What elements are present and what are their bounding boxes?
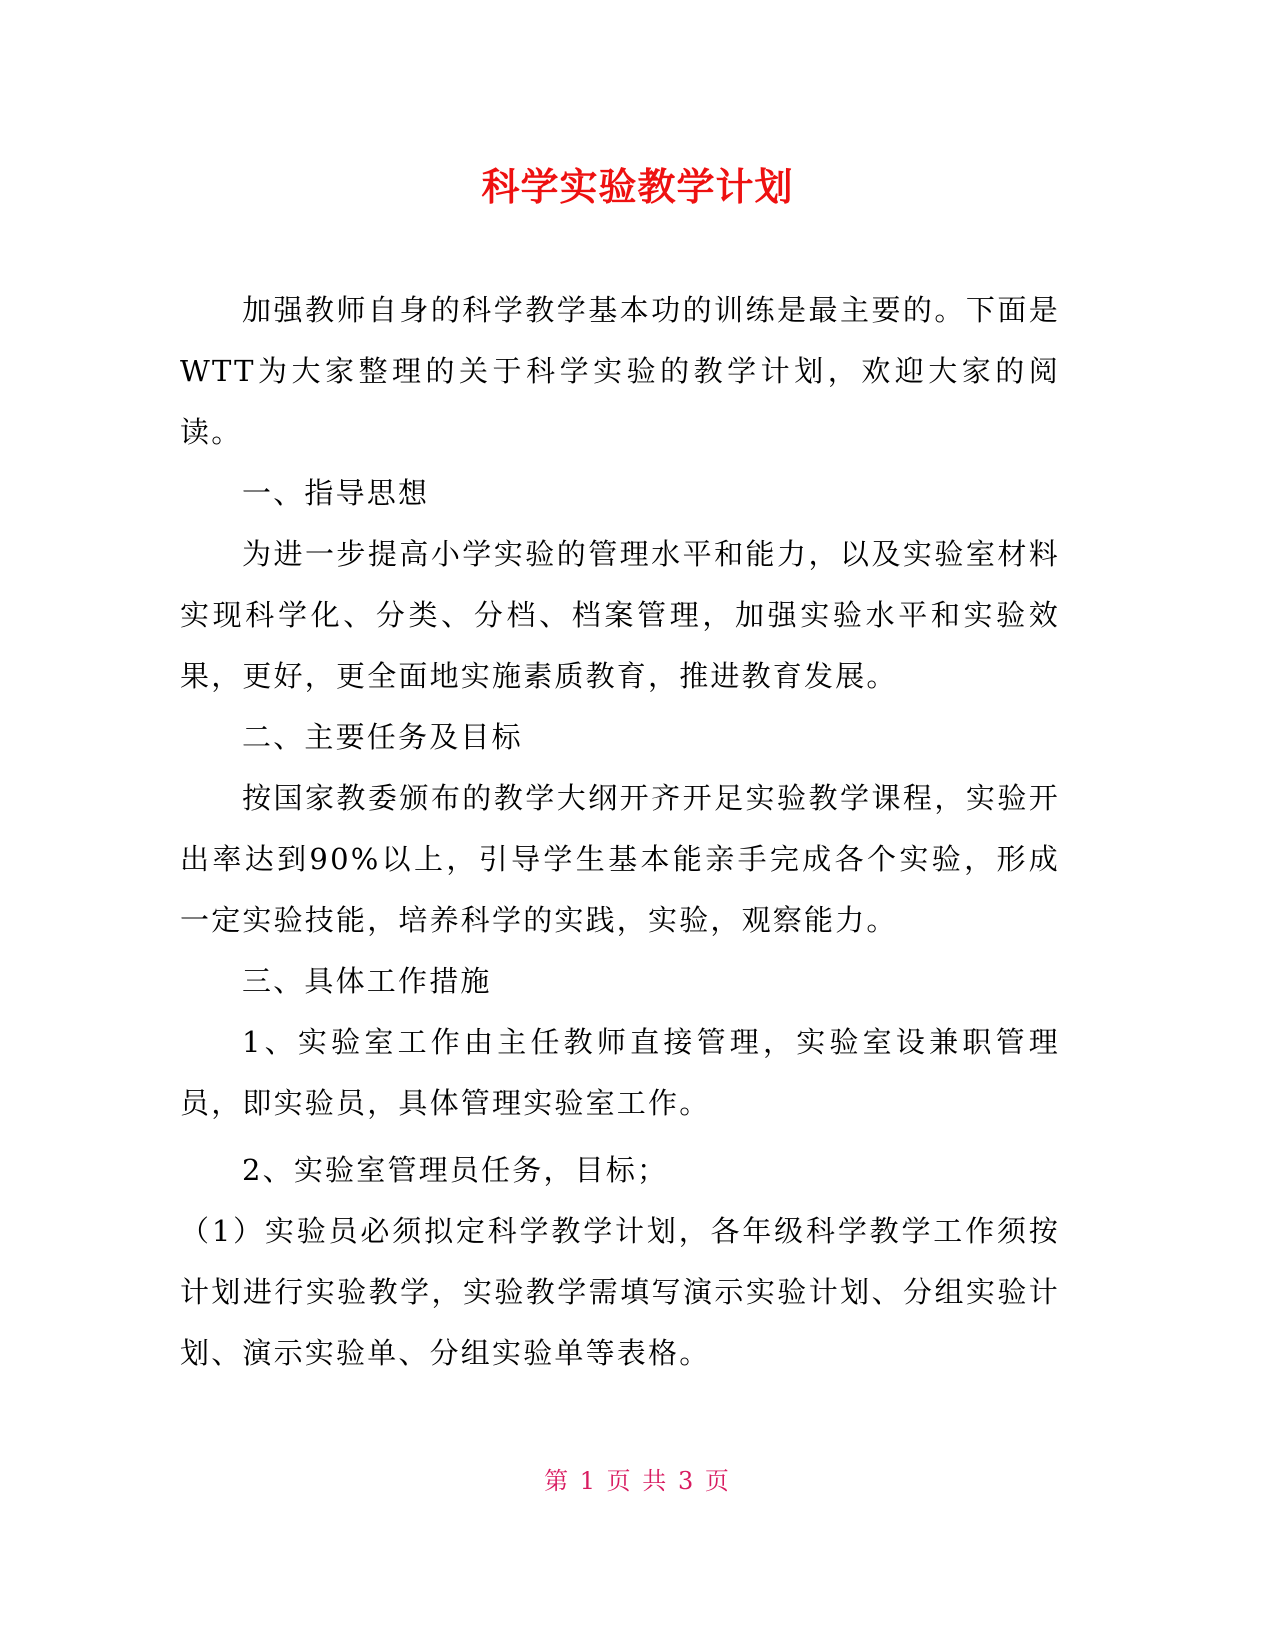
page-footer: 第 1 页 共 3 页 [544, 1467, 731, 1495]
measure-item-1: 1、实验室工作由主任教师直接管理，实验室设兼职管理员，即实验员，具体管理实验室工作。 [180, 1025, 1060, 1120]
guiding-thought-paragraph: 为进一步提高小学实验的管理水平和能力，以及实验室材料实现科学化、分类、分档、档案管理，加强实验水平和实验效果，更好，更全面地实施素质教育，推进教育发展。 [180, 537, 1060, 693]
section-heading-tasks-goals: 二、主要任务及目标 [242, 720, 523, 754]
section-heading-measures: 三、具体工作措施 [242, 964, 492, 998]
document-body [180, 280, 1060, 1384]
document-title: 科学实验教学计划 [481, 165, 794, 209]
section-heading-guiding-thought: 一、指导思想 [242, 476, 430, 510]
measure-item-2: 2、实验室管理员任务，目标； [242, 1153, 669, 1187]
measure-subitem-1: （1）实验员必须拟定科学教学计划，各年级科学教学工作须按计划进行实验教学，实验教学需填写演示实验计划、分组实验计划、演示实验单、分组实验单等表格。 [180, 1214, 1060, 1370]
intro-paragraph: 加强教师自身的科学教学基本功的训练是最主要的。下面是WTT为大家整理的关于科学实验的教学计划，欢迎大家的阅读。 [180, 293, 1060, 449]
tasks-goals-paragraph: 按国家教委颁布的教学大纲开齐开足实验教学课程，实验开出率达到90%以上，引导学生基本能亲手完成各个实验，形成一定实验技能，培养科学的实践，实验，观察能力。 [180, 781, 1060, 937]
